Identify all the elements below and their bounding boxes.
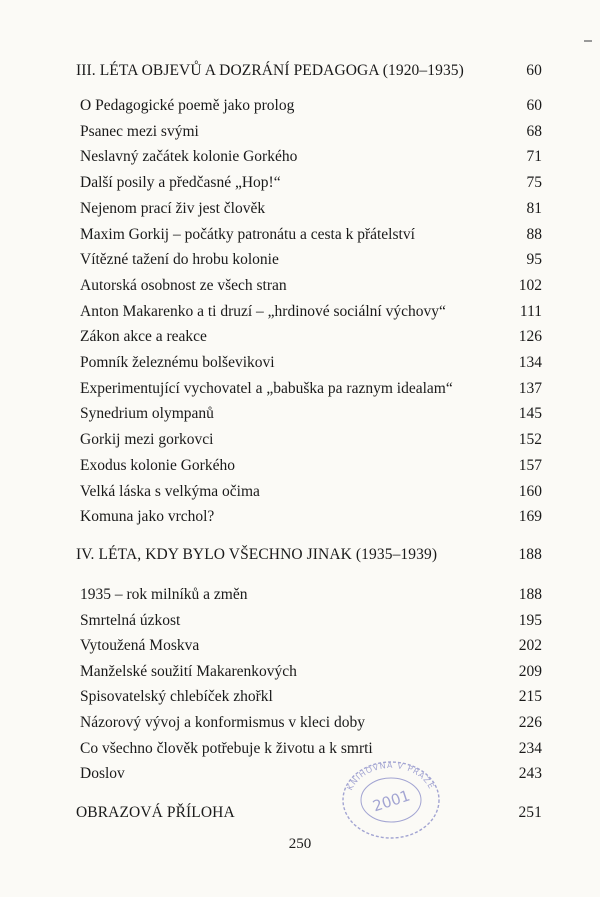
toc-entry: [76, 247, 542, 273]
entry-title: Co všechno člověk potřebuje k životu a k smrti: [80, 739, 373, 757]
entry-page: 81: [526, 199, 542, 217]
entry-title: Komuna jako vrchol?: [80, 508, 215, 526]
entry-page: 234: [518, 739, 542, 757]
toc-entry: [76, 144, 542, 170]
entry-page: 137: [518, 379, 542, 397]
section-title: III. LÉTA OBJEVŮ A DOZRÁNÍ PEDAGOGA (1920–1935): [76, 62, 464, 79]
appendix-title: OBRAZOVÁ PŘÍLOHA: [76, 804, 235, 821]
entry-page: 126: [518, 328, 542, 346]
stamp-year: 2001: [370, 786, 413, 816]
scan-mark: [584, 40, 592, 42]
entry-title: O Pedagogické poemě jako prolog: [80, 97, 295, 114]
toc-entry: [76, 376, 542, 402]
entry-page: 134: [518, 354, 542, 371]
toc-entry: [76, 659, 542, 685]
toc-entry: [76, 710, 542, 736]
entry-title: Vítězné tažení do hrobu kolonie: [80, 251, 279, 269]
stamp-text: KNIHOVNA V PRAZE: [345, 760, 437, 792]
entry-title: Psanec mezi svými: [80, 122, 199, 140]
entry-title: Manželské soužití Makarenkových: [80, 662, 297, 680]
entry-page: 152: [518, 431, 542, 449]
entry-page: 145: [518, 405, 542, 423]
toc-entry: [76, 119, 542, 145]
section-heading-iv: [76, 542, 542, 568]
entry-page: 71: [526, 148, 542, 166]
toc-entry: [76, 736, 542, 762]
toc-entry: [76, 633, 542, 659]
section-page: 188: [518, 546, 542, 563]
entry-title: Názorový vývoj a konformismus v kleci doby: [80, 714, 365, 731]
toc-entry: [76, 401, 542, 427]
entry-page: 215: [518, 688, 542, 706]
entry-title: Synedrium olympanů: [80, 405, 214, 423]
entry-title: Anton Makarenko a ti druzí – „hrdinové sociální výchovy“: [80, 302, 446, 320]
entry-title: Gorkij mezi gorkovci: [80, 431, 214, 449]
entry-title: Neslavný začátek kolonie Gorkého: [80, 148, 298, 166]
entry-page: 243: [518, 765, 542, 783]
entry-title: Autorská osobnost ze všech stran: [80, 276, 287, 294]
entry-title: Spisovatelský chlebíček zhořkl: [80, 688, 273, 706]
toc-entry: [76, 479, 542, 505]
toc-entry: [76, 170, 542, 196]
entry-page: 75: [526, 174, 542, 192]
toc-entry: [76, 761, 542, 787]
page-number: 250: [288, 836, 312, 852]
entry-title: Experimentující vychovatel a „babuška pa raznym idealam“: [80, 379, 453, 397]
entry-title: Exodus kolonie Gorkého: [80, 456, 235, 474]
entry-title: Smrtelná úzkost: [80, 611, 181, 629]
toc-entry: [76, 427, 542, 453]
toc-entry: [76, 608, 542, 634]
toc-entry: [76, 350, 542, 376]
entry-page: 68: [526, 122, 542, 140]
toc-entry: [76, 196, 542, 222]
entry-title: Maxim Gorkij – počátky patronátu a cesta k přátelství: [80, 225, 415, 243]
entry-page: 188: [518, 586, 542, 603]
entry-page: 226: [518, 714, 542, 731]
toc-entry: [76, 324, 542, 350]
entry-title: Vytoužená Moskva: [80, 637, 200, 655]
entry-title: Velká láska s velkýma očima: [80, 482, 260, 500]
entry-page: 60: [526, 97, 542, 114]
svg-text:KNIHOVNA V PRAZE: [345, 761, 436, 792]
section-heading-iii: [76, 58, 542, 84]
toc-entry: [76, 273, 542, 299]
entry-page: 160: [518, 482, 542, 500]
section-page: 60: [526, 62, 542, 79]
entry-title: Zákon akce a reakce: [80, 328, 207, 346]
appendix-heading: [76, 800, 542, 826]
entry-page: 95: [526, 251, 542, 269]
entry-page: 88: [526, 225, 542, 243]
toc-entry: [76, 299, 542, 325]
entry-page: 102: [518, 276, 542, 294]
toc-entry: [76, 582, 542, 608]
toc-entry: [76, 453, 542, 479]
entry-page: 169: [518, 508, 542, 526]
library-stamp: [336, 754, 446, 846]
toc-entry: [76, 684, 542, 710]
entry-page: 195: [518, 611, 542, 629]
entry-page: 202: [518, 637, 542, 655]
appendix-page: 251: [518, 804, 542, 821]
entry-title: Pomník železnému bolševikovi: [80, 354, 275, 371]
toc-entry: [76, 93, 542, 119]
entry-title: Nejenom prací živ jest člověk: [80, 199, 266, 217]
toc-entry: [76, 504, 542, 530]
entry-page: 111: [519, 302, 542, 320]
section-title: IV. LÉTA, KDY BYLO VŠECHNO JINAK (1935–1939): [76, 546, 438, 563]
entry-title: 1935 – rok milníků a změn: [80, 586, 248, 603]
entry-page: 209: [518, 662, 542, 680]
entry-page: 157: [518, 456, 542, 474]
entry-title: Doslov: [80, 765, 125, 783]
entry-title: Další posily a předčasné „Hop!“: [80, 174, 281, 192]
toc-entry: [76, 222, 542, 248]
